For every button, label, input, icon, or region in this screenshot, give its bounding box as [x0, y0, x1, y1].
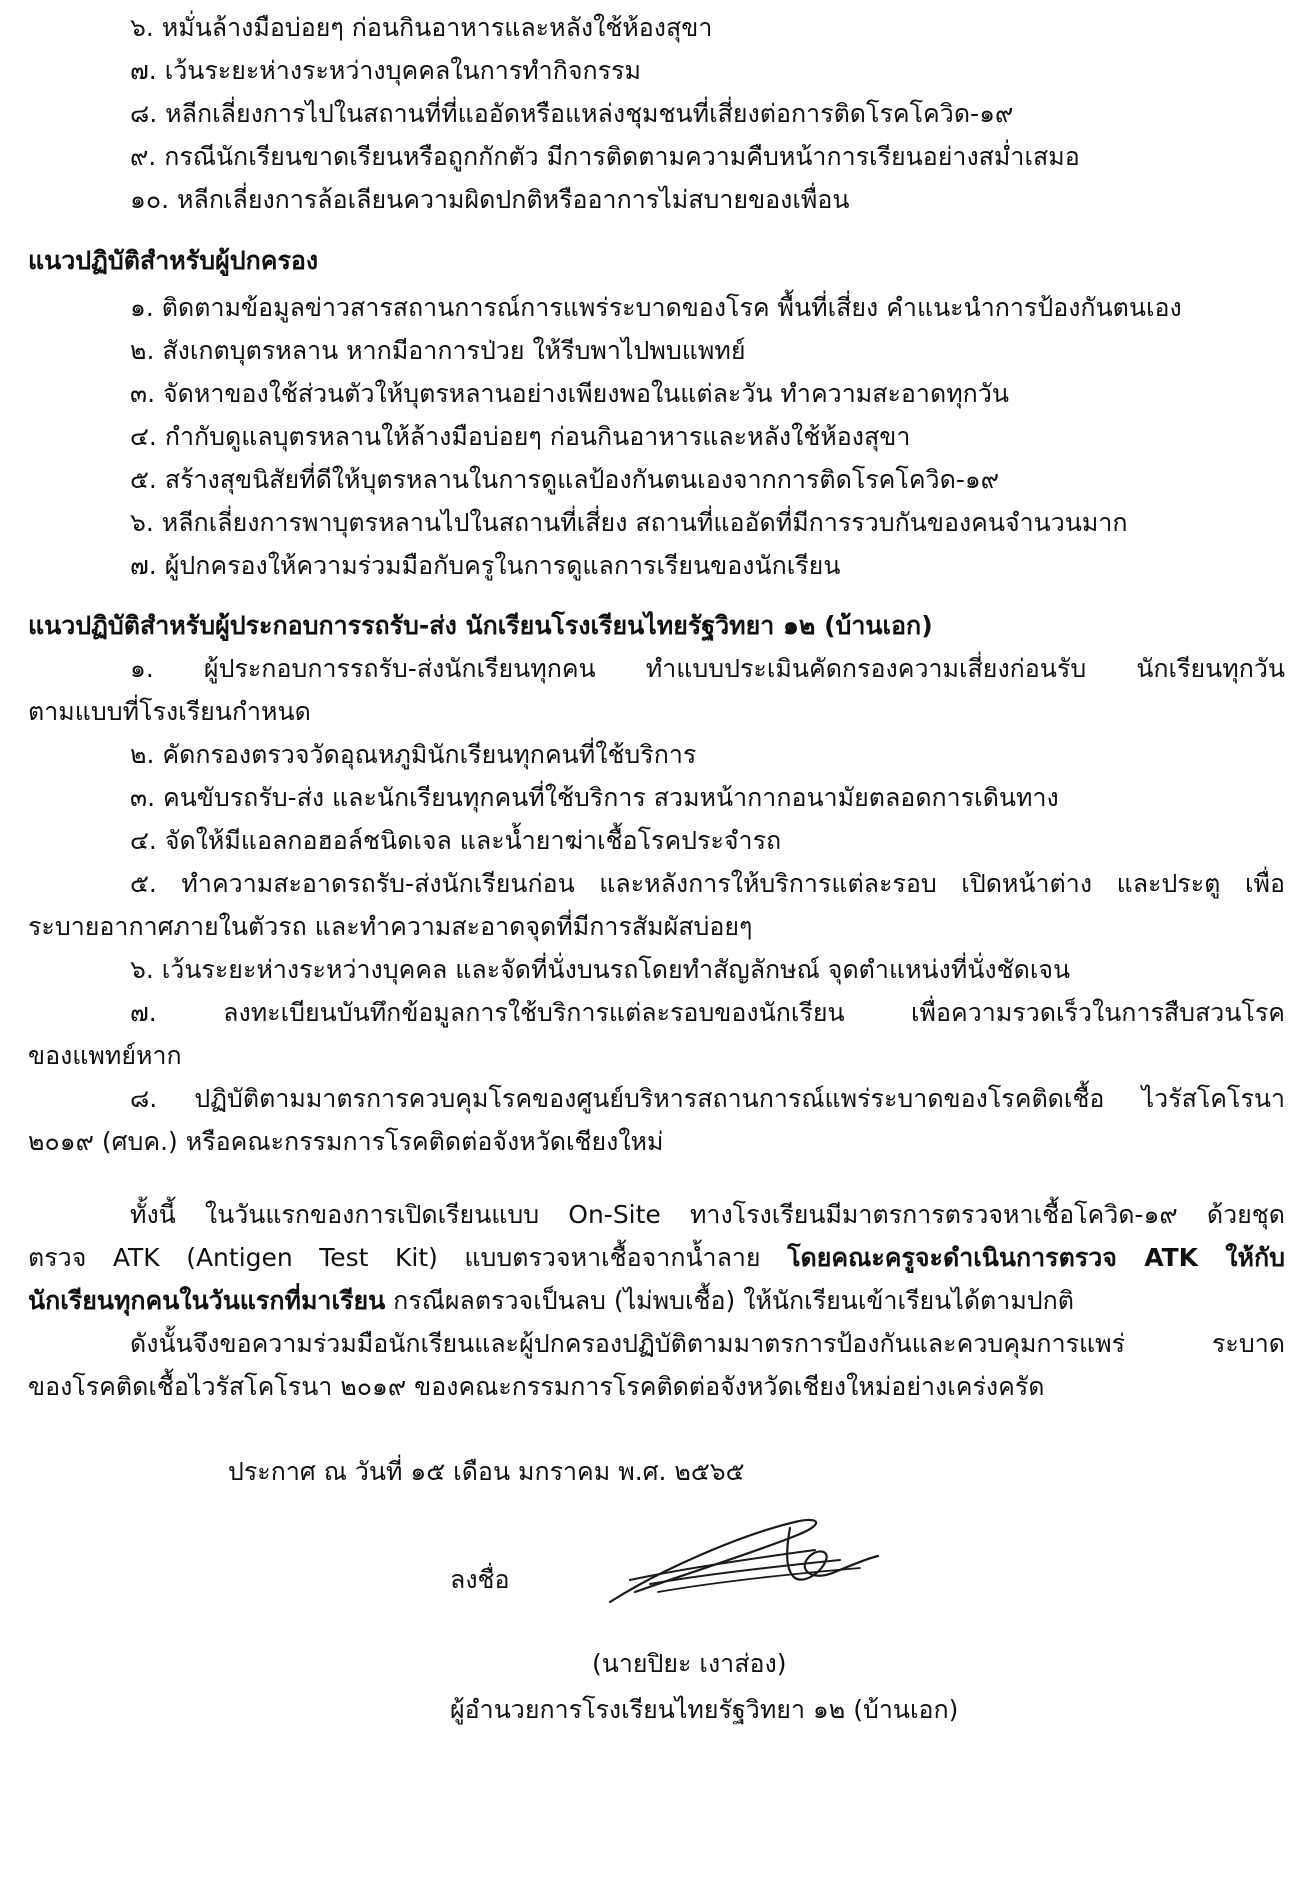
- transport-item-6: ๖. เว้นระยะห่างระหว่างบุคคล และจัดที่นั่งบนรถโดยทำสัญลักษณ์ จุดตำแหน่งที่นั่งชัดเจน: [130, 955, 1071, 984]
- signature-image: [590, 1510, 890, 1630]
- transport-item-1: ๑. ผู้ประกอบการรถรับ-ส่งนักเรียนทุกคน ทำแบบประเมินคัดกรองความเสี่ยงก่อนรับ นักเรียนทุกวัน: [130, 654, 1285, 683]
- transport-item-2: ๒. คัดกรองตรวจวัดอุณหภูมินักเรียนทุกคนที่ใช้บริการ: [130, 740, 697, 769]
- signatory-position: ผู้อำนวยการโรงเรียนไทยรัฐวิทยา ๑๒ (บ้านเอก): [450, 1695, 959, 1724]
- transport-item-5: ๕. ทำความสะอาดรถรับ-ส่งนักเรียนก่อน และหลังการให้บริการแต่ละรอบ เปิดหน้าต่าง และประตู เพื่อ: [130, 869, 1285, 898]
- closing-p1-line3: [28, 1283, 1074, 1319]
- closing-p1-line2-plain: ตรวจ ATK (Antigen Test Kit) แบบตรวจหาเชื้อจากน้ำลาย: [28, 1243, 788, 1272]
- student-item-6: ๖. หมั่นล้างมือบ่อยๆ ก่อนกินอาหารและหลังใช้ห้องสุขา: [130, 13, 713, 42]
- transport-item-8-cont: ๒๐๑๙ (ศบค.) หรือคณะกรรมการโรคติดต่อจังหวัดเชียงใหม่: [28, 1127, 664, 1156]
- parent-item-1: ๑. ติดตามข้อมูลข่าวสารสถานการณ์การแพร่ระบาดของโรค พื้นที่เสี่ยง คำแนะนำการป้องกันตนเอง: [130, 293, 1182, 322]
- transport-item-7-cont: ของแพทย์หาก: [28, 1041, 182, 1070]
- parent-item-7: ๗. ผู้ปกครองให้ความร่วมมือกับครูในการดูแลการเรียนของนักเรียน: [130, 551, 841, 580]
- parent-item-2: ๒. สังเกตบุตรหลาน หากมีอาการป่วย ให้รีบพาไปพบแพทย์: [130, 336, 746, 365]
- closing-p2-line1: ดังนั้นจึงขอความร่วมมือนักเรียนและผู้ปกครองปฏิบัติตามมาตรการป้องกันและควบคุมการแพร่ ระบาด: [130, 1329, 1285, 1358]
- transport-item-5-cont: ระบายอากาศภายในตัวรถ และทำความสะอาดจุดที่มีการสัมผัสบ่อยๆ: [28, 912, 753, 941]
- announce-date: ประกาศ ณ วันที่ ๑๕ เดือน มกราคม พ.ศ. ๒๕๖๕: [228, 1457, 745, 1486]
- closing-p2-line2: ของโรคติดเชื้อไวรัสโคโรนา ๒๐๑๙ ของคณะกรรมการโรคติดต่อจังหวัดเชียงใหม่อย่างเคร่งครัด: [28, 1372, 1045, 1401]
- signature-label: ลงชื่อ: [450, 1565, 510, 1594]
- parent-item-5: ๕. สร้างสุขนิสัยที่ดีให้บุตรหลานในการดูแลป้องกันตนเองจากการติดโรคโควิด-๑๙: [130, 465, 1000, 494]
- transport-item-8: ๘. ปฏิบัติตามมาตรการควบคุมโรคของศูนย์บริหารสถานการณ์แพร่ระบาดของโรคติดเชื้อ ไวรัสโคโรนา: [130, 1084, 1285, 1113]
- transport-item-1-cont: ตามแบบที่โรงเรียนกำหนด: [28, 697, 311, 726]
- student-item-9: ๙. กรณีนักเรียนขาดเรียนหรือถูกกักตัว มีการติดตามความคืบหน้าการเรียนอย่างสม่ำเสมอ: [130, 142, 1080, 171]
- parent-item-4: ๔. กำกับดูแลบุตรหลานให้ล้างมือบ่อยๆ ก่อนกินอาหารและหลังใช้ห้องสุขา: [130, 422, 911, 451]
- transport-heading: แนวปฏิบัติสำหรับผู้ประกอบการรถรับ-ส่ง นักเรียนโรงเรียนไทยรัฐวิทยา ๑๒ (บ้านเอก): [28, 611, 933, 640]
- closing-p1-line2: [28, 1240, 1285, 1276]
- signatory-name: (นายปิยะ เงาส่อง): [592, 1649, 787, 1678]
- closing-p1-line2-bold: โดยคณะครูจะดำเนินการตรวจ ATK ให้กับ: [787, 1243, 1285, 1272]
- student-item-8: ๘. หลีกเลี่ยงการไปในสถานที่ที่แออัดหรือแหล่งชุมชนที่เสี่ยงต่อการติดโรคโควิด-๑๙: [130, 99, 1014, 128]
- transport-item-4: ๔. จัดให้มีแอลกอฮอล์ชนิดเจล และน้ำยาฆ่าเชื้อโรคประจำรถ: [130, 826, 782, 855]
- closing-p1-line3-plain: กรณีผลตรวจเป็นลบ (ไม่พบเชื้อ) ให้นักเรียนเข้าเรียนได้ตามปกติ: [385, 1286, 1075, 1315]
- parent-item-6: ๖. หลีกเลี่ยงการพาบุตรหลานไปในสถานที่เสี่ยง สถานที่แออัดที่มีการรวบกันของคนจำนวนมาก: [130, 508, 1128, 537]
- student-item-7: ๗. เว้นระยะห่างระหว่างบุคคลในการทำกิจกรรม: [130, 56, 641, 85]
- transport-item-3: ๓. คนขับรถรับ-ส่ง และนักเรียนทุกคนที่ใช้บริการ สวมหน้ากากอนามัยตลอดการเดินทาง: [130, 783, 1059, 812]
- closing-p1-line3-bold: นักเรียนทุกคนในวันแรกที่มาเรียน: [28, 1286, 386, 1315]
- transport-item-7: ๗. ลงทะเบียนบันทึกข้อมูลการใช้บริการแต่ละรอบของนักเรียน เพื่อความรวดเร็วในการสืบสวนโรค: [130, 998, 1285, 1027]
- closing-p1-line1: ทั้งนี้ ในวันแรกของการเปิดเรียนแบบ On-Site ทางโรงเรียนมีมาตรการตรวจหาเชื้อโควิด-๑๙ ด้วยชุด: [130, 1200, 1285, 1229]
- student-item-10: ๑๐. หลีกเลี่ยงการล้อเลียนความผิดปกติหรืออาการไม่สบายของเพื่อน: [130, 185, 850, 214]
- parent-item-3: ๓. จัดหาของใช้ส่วนตัวให้บุตรหลานอย่างเพียงพอในแต่ละวัน ทำความสะอาดทุกวัน: [130, 379, 1009, 408]
- parents-heading: แนวปฏิบัติสำหรับผู้ปกครอง: [28, 246, 319, 275]
